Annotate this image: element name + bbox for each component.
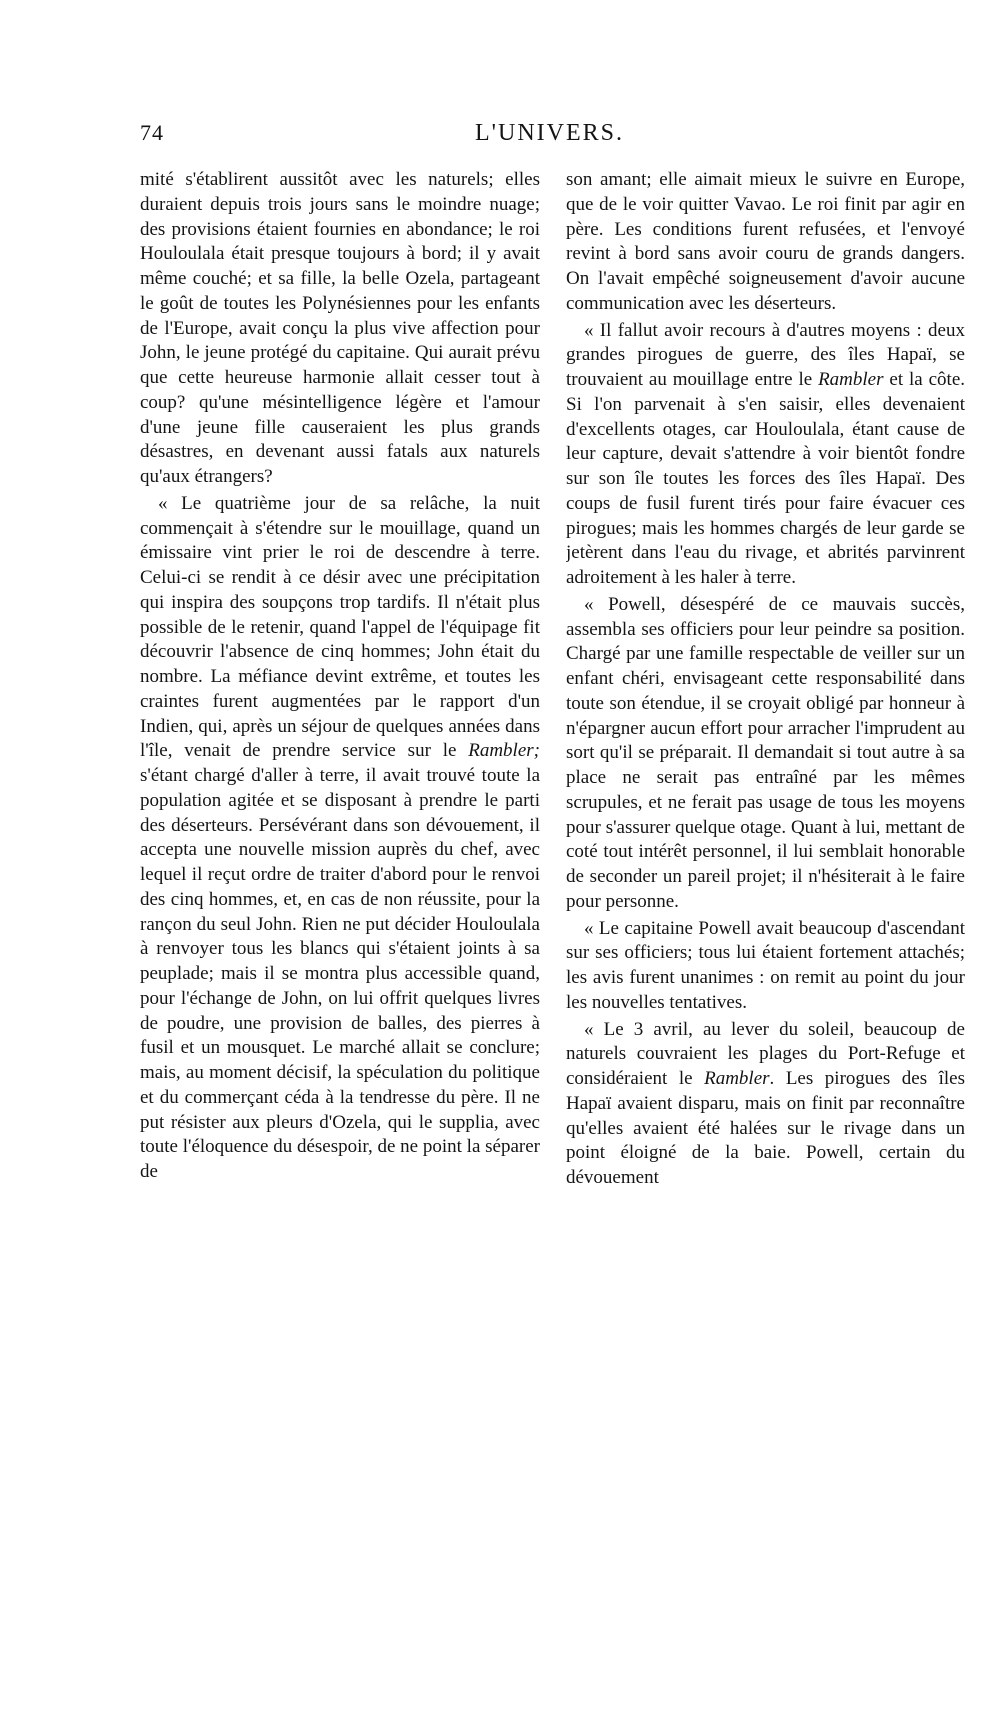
ship-name: Rambler bbox=[704, 1068, 770, 1089]
paragraph bbox=[140, 492, 540, 1185]
paragraph bbox=[566, 319, 965, 591]
paragraph: « Le capitaine Powell avait beaucoup d'ascendant sur ses officiers; tous lui étaient fortement attachés; les avis furent unanimes : on remit au point du jour les nouvelles tentatives. bbox=[566, 917, 965, 1013]
right-column bbox=[566, 168, 965, 1518]
paragraph-text: « Le 3 avril, au lever du soleil, beaucoup de naturels couvraient les plages du Port-Refuge et considéraient le bbox=[566, 1018, 965, 1089]
paragraph-text: « Il fallut avoir recours à d'autres moyens : deux grandes pirogues de guerre, des îles Hapaï, se trouvaient au mouillage entre le bbox=[566, 319, 965, 390]
paragraph-text: « Le quatrième jour de sa relâche, la nuit commençait à s'étendre sur le mouillage, quand un émissaire vint prier le roi de descendre à terre. Celui-ci se rendit à ce désir avec une précipitation qui inspira des soupçons trop tardifs. Il n'était plus possible de le retenir, quand l'appel de l'équipage fit découvrir l'absence de cinq hommes; John était du nombre. La méfiance devint extrême, et toutes les craintes furent augmentées par le rapport d'un Indien, qui, après un séjour de quelques années dans l'île, venait de prendre service sur le bbox=[140, 492, 540, 762]
ship-name: Rambler; bbox=[468, 740, 540, 762]
ship-name: Rambler bbox=[818, 369, 884, 390]
paragraph-text: et la côte. Si l'on parvenait à s'en saisir, elles devenaient d'excellents otages, car Houloulala, étant cause de leur capture, devait s'attendre à voir bientôt fondre sur son île toutes les forces des îles Hapaï. Des coups de fusil furent tirés pour faire évacuer ces pirogues; mais les hommes chargés de leur garde se jetèrent dans l'eau du rivage, et abrités parvinrent adroitement à les haler à terre. bbox=[566, 369, 965, 588]
page-number: 74 bbox=[140, 120, 164, 145]
paragraph bbox=[566, 1018, 965, 1191]
paragraph-text: s'étant chargé d'aller à terre, il avait trouvé toute la population agitée et se disposant à prendre le parti des déserteurs. Persévérant dans son dévouement, il accepta une nouvelle mission auprès du chef, avec lequel il reçut ordre de traiter d'abord pour le renvoi des cinq hommes, et, en cas de non réussite, pour la rançon du seul John. Rien ne put décider Houloulala à renvoyer tous les blancs qui s'étaient joints à sa peuplade; mais il se montra plus accessible quand, pour l'échange de John, on lui offrit quelques livres de poudre, une provision de balles, des pierres à fusil et un mousquet. Le marché allait se conclure; mais, au moment décisif, la spéculation du politique et du commerçant céda à la tendresse du père. Il ne put résister aux pleurs d'Ozela, qui le supplia, avec toute l'éloquence du désespoir, de ne point la séparer de bbox=[140, 765, 540, 1182]
paragraph: mité s'établirent aussitôt avec les naturels; elles duraient depuis trois jours sans le moindre nuage; des provisions étaient fournies en abondance; le roi Houloulala était presque toujours à bord; il y avait même couché; et sa fille, la belle Ozela, partageant le goût de toutes les Polynésiennes pour les enfants de l'Europe, avait conçu la plus vive affection pour John, le jeune protégé du capitaine. Qui aurait prévu que cette heureuse harmonie allait cesser tout à coup? qu'une mésintelligence légère et l'amour d'une jeune fille causeraient les plus grands désastres, en devenant aussi fatals aux naturels qu'aux étrangers? bbox=[140, 169, 540, 487]
paragraph-text: . Les pirogues des îles Hapaï avaient disparu, mais on finit par reconnaître qu'elles avaient été halées sur le rivage dans un point éloigné de la baie. Powell, certain du dévouement bbox=[566, 1068, 965, 1188]
running-title: L'UNIVERS. bbox=[475, 120, 624, 146]
paragraph: son amant; elle aimait mieux le suivre en Europe, que de le voir quitter Vavao. Le roi finit par agir en père. Les conditions furent refusées, et l'envoyé revint à bord sans avoir couru de grands dangers. On l'avait empêché soigneusement d'avoir aucune communication avec les déserteurs. bbox=[566, 169, 965, 314]
page-header bbox=[140, 120, 625, 152]
left-column bbox=[140, 168, 540, 1518]
paragraph: « Powell, désespéré de ce mauvais succès, assembla ses officiers pour leur peindre sa position. Chargé par une famille respectable de veiller sur un enfant chéri, envisageant cette responsabilité dans toute son étendue, il se croyait obligé par honneur à n'épargner aucun effort pour arracher l'imprudent au sort qu'il se préparait. Il demandait si tout autre à sa place ne serait pas entraîné par les mêmes scrupules, et ne ferait pas usage de tous les moyens pour s'assurer quelque otage. Quant à lui, mettant de coté tout intérêt personnel, il lui semblait honorable de seconder un pareil projet; il n'hésiterait à le faire pour personne. bbox=[566, 593, 965, 912]
